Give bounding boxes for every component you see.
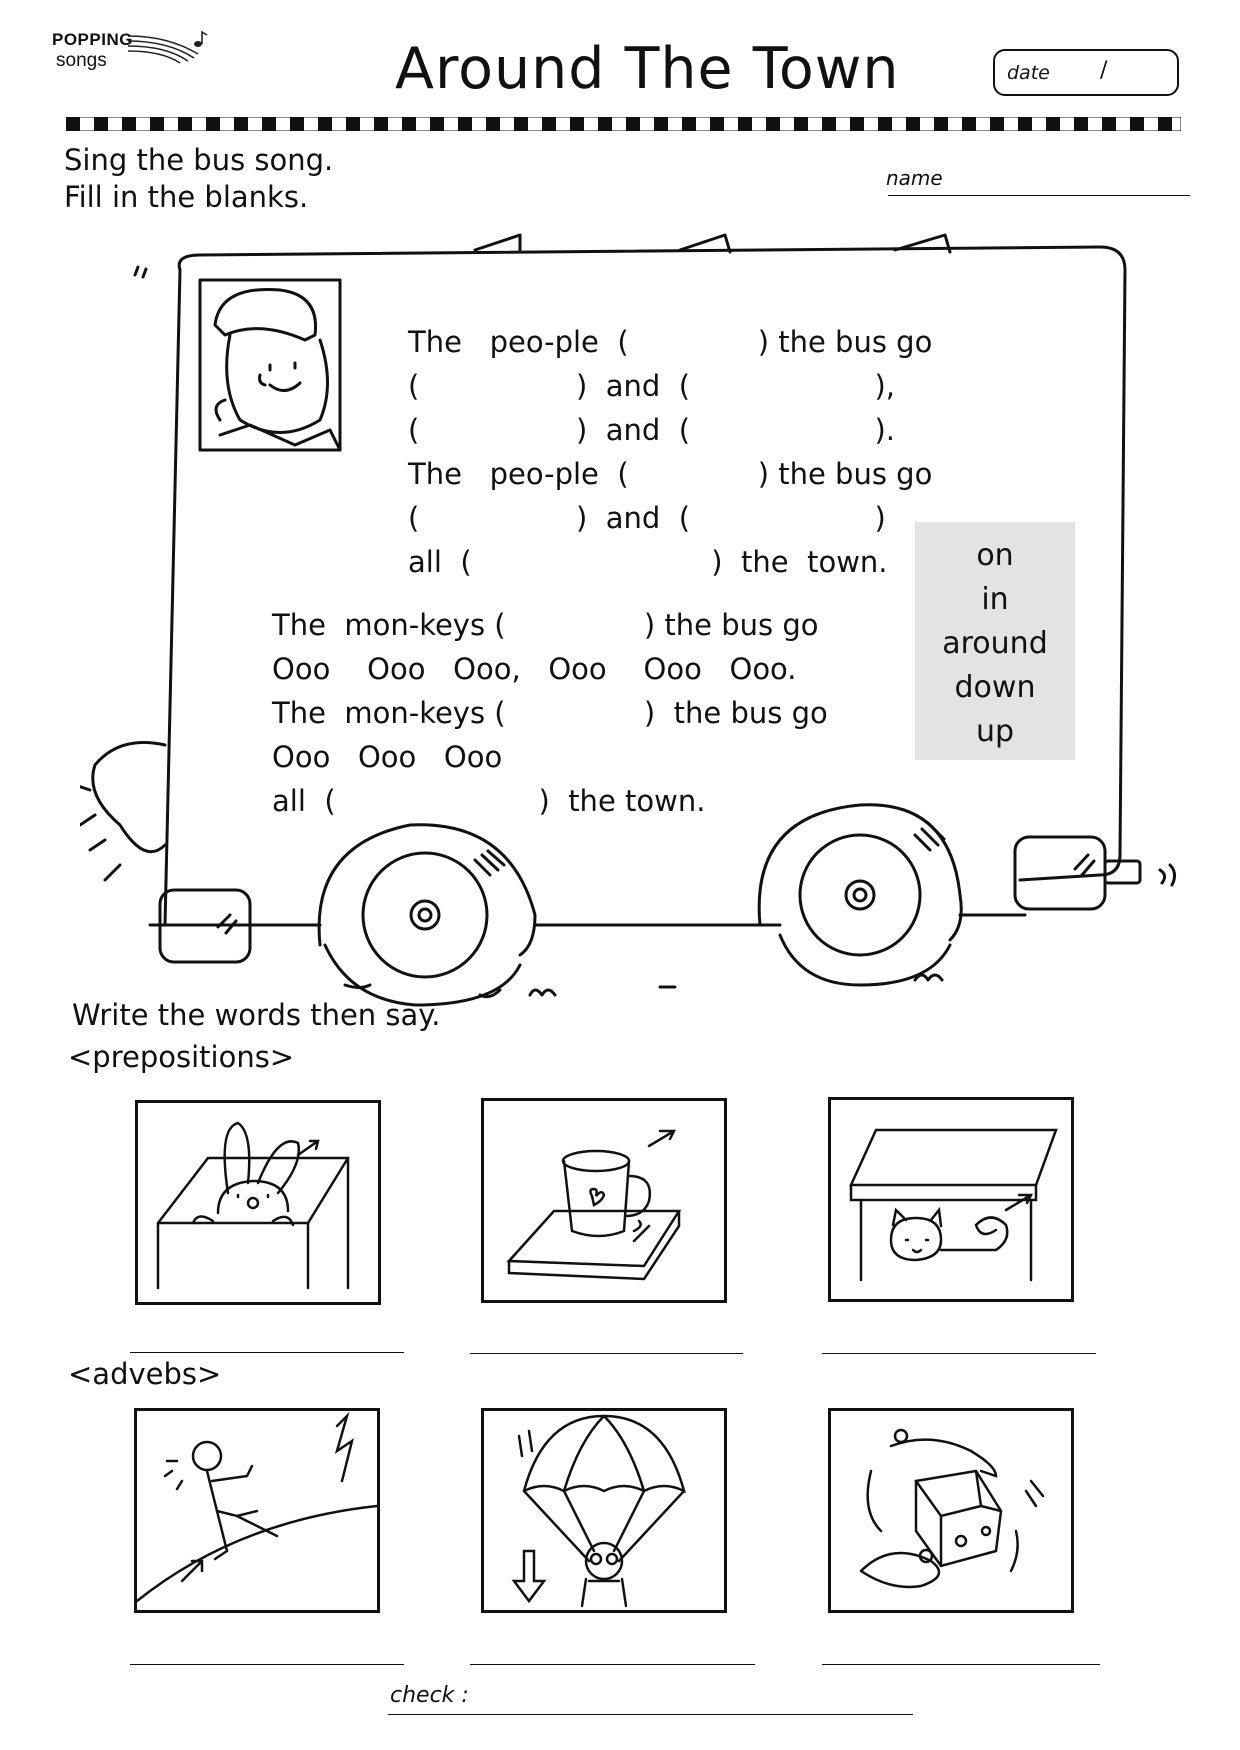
answer-line-adv-2[interactable] <box>470 1664 755 1665</box>
word-bank-item: up <box>975 714 1015 749</box>
song-line-9: The mon-keys ( ) the bus go <box>272 696 828 730</box>
mice-around-cheese-icon <box>828 1408 1074 1613</box>
write-instruction: Write the words then say. <box>72 998 441 1032</box>
word-bank-item: down <box>954 670 1036 705</box>
answer-line-adv-3[interactable] <box>822 1664 1100 1665</box>
parachute-down-icon <box>481 1408 727 1613</box>
song-line-11: all ( ) the town. <box>272 784 706 818</box>
cup-on-book-icon <box>481 1098 727 1303</box>
song-line-8: Ooo Ooo Ooo, Ooo Ooo Ooo. <box>272 652 797 686</box>
section-adverbs: <advebs> <box>68 1357 222 1391</box>
word-bank-item: on <box>976 538 1014 573</box>
music-staff-icon <box>128 30 208 64</box>
song-line-1: The peo-ple ( ) the bus go <box>408 325 933 359</box>
name-label: name <box>886 166 943 190</box>
boy-climbing-up-icon <box>134 1408 380 1613</box>
check-label: check : <box>390 1683 469 1708</box>
date-slash: / <box>1100 58 1108 83</box>
word-bank <box>915 522 1075 760</box>
instruction-fill: Fill in the blanks. <box>64 180 309 214</box>
section-prepositions: <prepositions> <box>68 1040 295 1074</box>
song-line-2: ( ) and ( ), <box>408 369 895 403</box>
answer-line-prep-3[interactable] <box>822 1353 1096 1354</box>
answer-line-adv-1[interactable] <box>130 1664 404 1665</box>
song-line-4: The peo-ple ( ) the bus go <box>408 457 933 491</box>
logo-text-songs: songs <box>56 50 107 71</box>
name-field[interactable] <box>888 195 1190 196</box>
rabbit-in-box-icon <box>135 1100 381 1305</box>
song-line-7: The mon-keys ( ) the bus go <box>272 608 819 642</box>
song-line-3: ( ) and ( ). <box>408 413 895 447</box>
date-label: date <box>1007 62 1050 84</box>
logo-text-popping: POPPING <box>52 30 133 49</box>
instruction-sing: Sing the bus song. <box>64 143 334 177</box>
song-line-5: ( ) and ( ) <box>408 501 886 535</box>
song-line-10: Ooo Ooo Ooo <box>272 740 503 774</box>
page-title: Around The Town <box>395 36 900 102</box>
song-line-6: all ( ) the town. <box>408 545 888 579</box>
word-bank-item: in <box>981 582 1009 617</box>
check-field[interactable] <box>388 1714 913 1715</box>
answer-line-prep-1[interactable] <box>130 1352 404 1353</box>
cat-under-table-icon <box>828 1097 1074 1302</box>
word-bank-item: around <box>942 626 1048 661</box>
answer-line-prep-2[interactable] <box>470 1353 743 1354</box>
checkered-divider <box>66 117 1181 131</box>
